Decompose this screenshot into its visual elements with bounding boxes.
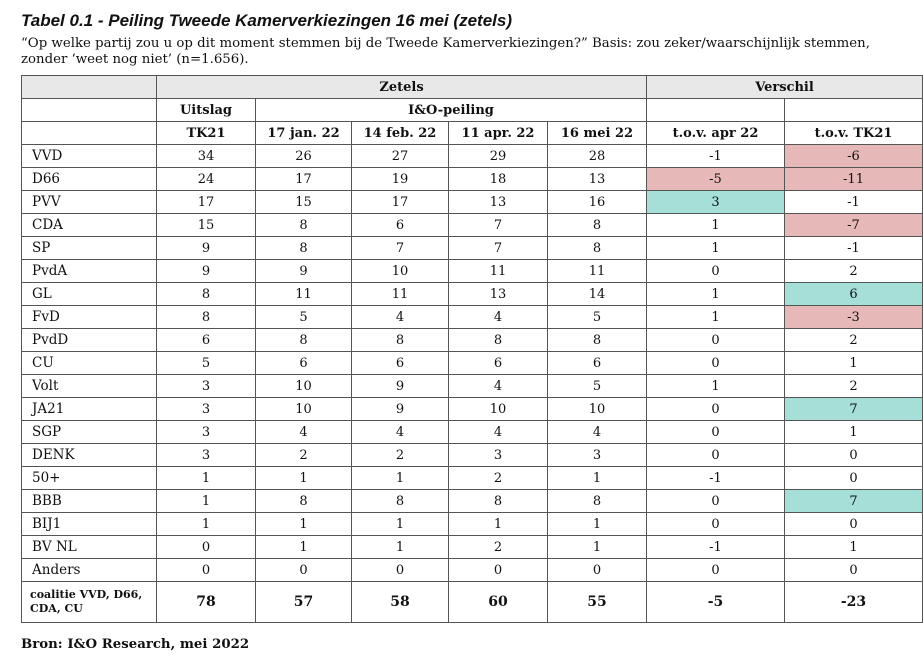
- party-name: SGP: [22, 421, 157, 444]
- seat-value: 4: [352, 306, 449, 329]
- seat-value: 0: [647, 513, 785, 536]
- seat-value: -1: [785, 191, 923, 214]
- seat-value: 0: [548, 559, 647, 582]
- seat-value: 0: [256, 559, 352, 582]
- seat-value: 3: [157, 398, 256, 421]
- seat-value: 1: [647, 214, 785, 237]
- seat-value: 0: [352, 559, 449, 582]
- party-name: PvdD: [22, 329, 157, 352]
- coalition-value: 58: [352, 582, 449, 623]
- seat-value: 3: [157, 444, 256, 467]
- seat-value: 0: [647, 260, 785, 283]
- table-row: [22, 375, 923, 398]
- seat-value: 7: [449, 214, 548, 237]
- seat-value: 10: [449, 398, 548, 421]
- seat-value: 9: [256, 260, 352, 283]
- seat-value: 11: [449, 260, 548, 283]
- seat-value: 24: [157, 168, 256, 191]
- column-header: 17 jan. 22: [256, 122, 352, 145]
- seat-value: 9: [157, 260, 256, 283]
- table-row: [22, 283, 923, 306]
- seat-value: 6: [785, 283, 923, 306]
- seat-value: 1: [785, 421, 923, 444]
- seat-value: 27: [352, 145, 449, 168]
- seat-value: 8: [352, 490, 449, 513]
- seat-value: -1: [785, 237, 923, 260]
- seat-value: 15: [256, 191, 352, 214]
- seat-value: 1: [157, 513, 256, 536]
- seat-value: 3: [157, 375, 256, 398]
- seat-value: 13: [548, 168, 647, 191]
- seat-value: 6: [352, 214, 449, 237]
- seat-value: 8: [256, 237, 352, 260]
- seat-value: 1: [352, 513, 449, 536]
- header-blank-2: [647, 99, 785, 122]
- seat-value: 5: [548, 375, 647, 398]
- party-name: CU: [22, 352, 157, 375]
- seat-value: 1: [548, 467, 647, 490]
- seat-value: 10: [256, 375, 352, 398]
- seat-value: 1: [157, 490, 256, 513]
- column-header: t.o.v. TK21: [785, 122, 923, 145]
- seat-value: 5: [548, 306, 647, 329]
- coalition-value: -23: [785, 582, 923, 623]
- seat-value: -1: [647, 145, 785, 168]
- table-title: Tabel 0.1 - Peiling Tweede Kamerverkiezingen 16 mei (zetels): [21, 11, 512, 30]
- seat-value: 26: [256, 145, 352, 168]
- table-row: [22, 467, 923, 490]
- seat-value: -1: [647, 536, 785, 559]
- coalition-value: 57: [256, 582, 352, 623]
- seat-value: 1: [647, 306, 785, 329]
- party-name: FvD: [22, 306, 157, 329]
- header-zetels: Zetels: [157, 76, 647, 99]
- seat-value: 0: [647, 398, 785, 421]
- seat-value: 0: [785, 559, 923, 582]
- table-subtitle: “Op welke partij zou u op dit moment stemmen bij de Tweede Kamerverkiezingen?” Basis: zou zeker/waarschijnlijk stemmen, zonder ‘weet nog niet’ (n=1.656).: [21, 36, 870, 67]
- seat-value: 1: [449, 513, 548, 536]
- seat-value: 5: [256, 306, 352, 329]
- party-name: DENK: [22, 444, 157, 467]
- seat-value: 1: [256, 536, 352, 559]
- seat-value: -7: [785, 214, 923, 237]
- seat-value: 2: [256, 444, 352, 467]
- seat-value: -11: [785, 168, 923, 191]
- seat-value: 4: [449, 375, 548, 398]
- seat-value: 0: [647, 421, 785, 444]
- seat-value: 2: [785, 329, 923, 352]
- seat-value: 1: [157, 467, 256, 490]
- seat-value: 6: [548, 352, 647, 375]
- party-name: PVV: [22, 191, 157, 214]
- column-header: 16 mei 22: [548, 122, 647, 145]
- seat-value: 8: [548, 237, 647, 260]
- seat-value: 18: [449, 168, 548, 191]
- seat-value: 8: [256, 329, 352, 352]
- header-verschil: Verschil: [647, 76, 923, 99]
- seat-value: 0: [785, 467, 923, 490]
- seat-value: 0: [647, 490, 785, 513]
- header-blank-3: [785, 99, 923, 122]
- seat-value: 6: [352, 352, 449, 375]
- seat-value: 0: [157, 536, 256, 559]
- party-name: VVD: [22, 145, 157, 168]
- seat-value: 29: [449, 145, 548, 168]
- seat-value: 1: [785, 352, 923, 375]
- seat-value: 13: [449, 283, 548, 306]
- seat-value: 8: [449, 490, 548, 513]
- seat-value: -1: [647, 467, 785, 490]
- seat-value: 0: [647, 329, 785, 352]
- header-blank: [22, 99, 157, 122]
- seat-value: 8: [548, 490, 647, 513]
- seat-value: 11: [352, 283, 449, 306]
- seat-value: 2: [449, 467, 548, 490]
- seat-value: -5: [647, 168, 785, 191]
- seat-value: 8: [548, 329, 647, 352]
- seat-value: 0: [785, 513, 923, 536]
- seat-value: 1: [548, 513, 647, 536]
- seat-value: 10: [256, 398, 352, 421]
- seat-value: 1: [256, 513, 352, 536]
- party-name: Anders: [22, 559, 157, 582]
- seat-value: 19: [352, 168, 449, 191]
- party-name: D66: [22, 168, 157, 191]
- seat-value: 0: [785, 444, 923, 467]
- coalition-value: -5: [647, 582, 785, 623]
- party-name: BIJ1: [22, 513, 157, 536]
- seat-value: 1: [352, 467, 449, 490]
- seat-value: 2: [352, 444, 449, 467]
- seat-value: 8: [449, 329, 548, 352]
- party-name: JA21: [22, 398, 157, 421]
- header-corner: [22, 76, 157, 99]
- table-row: [22, 444, 923, 467]
- seat-value: 3: [647, 191, 785, 214]
- source-note: Bron: I&O Research, mei 2022: [21, 637, 250, 652]
- table-row: [22, 260, 923, 283]
- seat-value: 28: [548, 145, 647, 168]
- party-name: SP: [22, 237, 157, 260]
- seat-value: 1: [352, 536, 449, 559]
- seat-value: 0: [449, 559, 548, 582]
- seat-value: 10: [352, 260, 449, 283]
- column-header: t.o.v. apr 22: [647, 122, 785, 145]
- party-name: Volt: [22, 375, 157, 398]
- seat-value: 1: [647, 375, 785, 398]
- seat-value: 2: [785, 375, 923, 398]
- seat-value: 0: [647, 559, 785, 582]
- seat-value: 2: [449, 536, 548, 559]
- table-row: [22, 513, 923, 536]
- seat-value: -3: [785, 306, 923, 329]
- column-header: 14 feb. 22: [352, 122, 449, 145]
- seat-value: 4: [352, 421, 449, 444]
- table-row: [22, 237, 923, 260]
- seat-value: 8: [157, 306, 256, 329]
- seat-value: -6: [785, 145, 923, 168]
- seat-value: 1: [548, 536, 647, 559]
- party-name: GL: [22, 283, 157, 306]
- seat-value: 1: [647, 237, 785, 260]
- seat-value: 10: [548, 398, 647, 421]
- header-blank-4: [22, 122, 157, 145]
- table-row: [22, 191, 923, 214]
- seat-value: 6: [256, 352, 352, 375]
- seat-value: 8: [157, 283, 256, 306]
- seat-value: 1: [256, 467, 352, 490]
- coalition-value: 60: [449, 582, 548, 623]
- seat-value: 4: [449, 421, 548, 444]
- party-name: 50+: [22, 467, 157, 490]
- seat-value: 13: [449, 191, 548, 214]
- seat-value: 4: [548, 421, 647, 444]
- seat-value: 0: [647, 352, 785, 375]
- seat-value: 7: [785, 398, 923, 421]
- party-name: PvdA: [22, 260, 157, 283]
- seat-value: 14: [548, 283, 647, 306]
- seat-value: 8: [256, 214, 352, 237]
- seat-value: 9: [157, 237, 256, 260]
- seat-value: 0: [157, 559, 256, 582]
- table-row: [22, 398, 923, 421]
- coalition-label: coalitie VVD, D66, CDA, CU: [22, 582, 157, 623]
- seat-value: 0: [647, 444, 785, 467]
- party-name: BBB: [22, 490, 157, 513]
- coalition-total-row: [22, 582, 923, 623]
- seat-value: 3: [449, 444, 548, 467]
- header-peiling: I&O-peiling: [256, 99, 647, 122]
- seat-value: 5: [157, 352, 256, 375]
- table-row: [22, 214, 923, 237]
- seat-value: 9: [352, 398, 449, 421]
- seat-value: 6: [449, 352, 548, 375]
- table-row: [22, 168, 923, 191]
- seat-value: 15: [157, 214, 256, 237]
- table-row: [22, 352, 923, 375]
- seat-value: 17: [352, 191, 449, 214]
- table-row: [22, 306, 923, 329]
- seat-value: 7: [785, 490, 923, 513]
- party-name: BV NL: [22, 536, 157, 559]
- seat-value: 1: [647, 283, 785, 306]
- coalition-value: 55: [548, 582, 647, 623]
- seat-value: 1: [785, 536, 923, 559]
- seat-value: 9: [352, 375, 449, 398]
- table-row: [22, 559, 923, 582]
- party-name: CDA: [22, 214, 157, 237]
- column-header: 11 apr. 22: [449, 122, 548, 145]
- seat-value: 3: [548, 444, 647, 467]
- seat-value: 7: [449, 237, 548, 260]
- seat-value: 11: [548, 260, 647, 283]
- seat-value: 17: [157, 191, 256, 214]
- table-row: [22, 490, 923, 513]
- table-row: [22, 421, 923, 444]
- column-header: TK21: [157, 122, 256, 145]
- table-row: [22, 329, 923, 352]
- seat-value: 6: [157, 329, 256, 352]
- coalition-value: 78: [157, 582, 256, 623]
- seat-value: 7: [352, 237, 449, 260]
- seat-value: 17: [256, 168, 352, 191]
- seat-value: 8: [548, 214, 647, 237]
- seat-value: 2: [785, 260, 923, 283]
- seat-value: 8: [256, 490, 352, 513]
- table-row: [22, 536, 923, 559]
- seat-poll-table: [21, 75, 923, 623]
- seat-value: 16: [548, 191, 647, 214]
- seat-value: 4: [449, 306, 548, 329]
- seat-value: 34: [157, 145, 256, 168]
- seat-value: 11: [256, 283, 352, 306]
- seat-value: 8: [352, 329, 449, 352]
- seat-value: 3: [157, 421, 256, 444]
- header-uitslag: Uitslag: [157, 99, 256, 122]
- seat-value: 4: [256, 421, 352, 444]
- table-row: [22, 145, 923, 168]
